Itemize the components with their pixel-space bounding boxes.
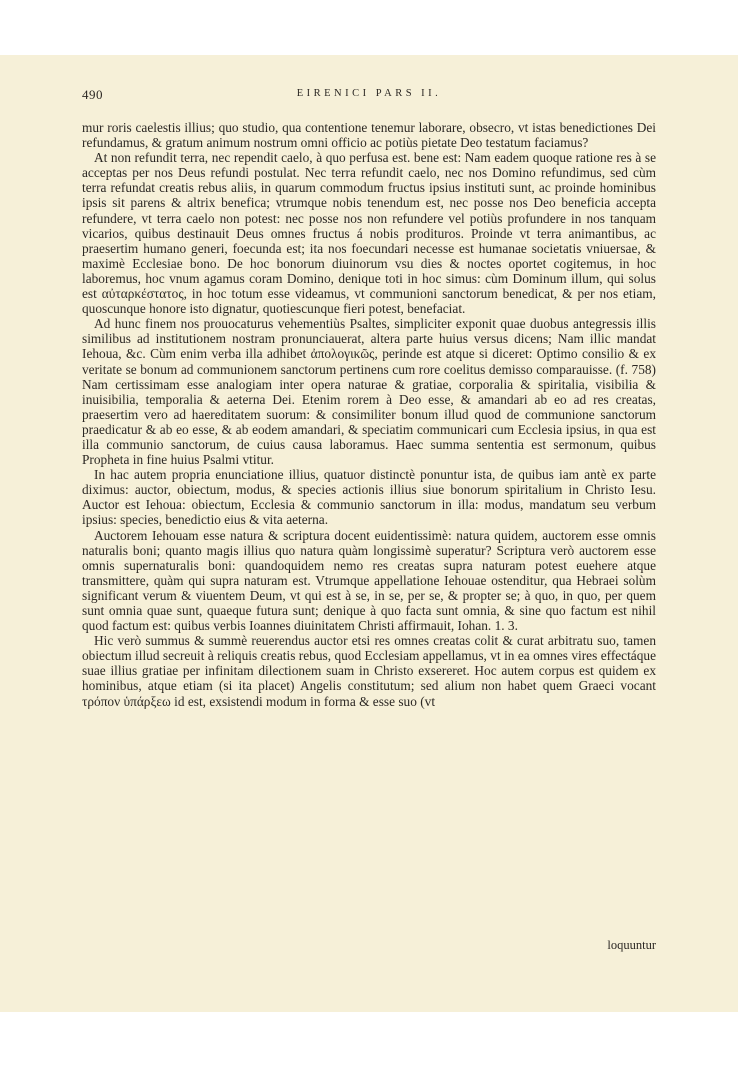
body-text: [82, 120, 656, 709]
book-page: [0, 55, 738, 1012]
paragraph: Ad hunc finem nos prouocaturus vehementiùs Psaltes, simpliciter exponit quae duobus antegressis illis similibus ad institutionem nostram pronunciauerat, altera parte huius versus dicens; Nam illic mandat Iehoua, &c. Cùm enim verba illa adhibet ἀπολογικῶς, perinde est atque si diceret: Optimo consilio & ex veritate se bonum ad communionem sanctorum pertinens cum rore coelitus demisso comparauisse. (f. 758) Nam certissimam esse analogiam inter opera naturae & gratiae, corporalia & spiritalia, visibilia & inuisibilia, temporalia & aeterna Dei. Etenim rorem à Deo esse, & amandari ab eo ad res creatas, praesertim vero ad haereditatem suorum: & consimiliter bonum illud quod de communione sanctorum praedicatur & ab eo esse, & ab eodem amandari, & speciatim communicari cum Ecclesia ipsius, in qua est illa communio sanctorum, de cuius causa laboramus. Haec summa sententia est sermonum, quibus Propheta in fine huius Psalmi vtitur.: [82, 316, 656, 468]
catchword: loquuntur: [607, 938, 656, 952]
page-number: 490: [82, 87, 103, 102]
paragraph: Auctorem Iehouam esse natura & scriptura docent euidentissimè: natura quidem, auctorem esse omnis naturalis boni; quanto magis illius quo natura quàm longissimè superatur? Scriptura verò auctorem esse omnis supernaturalis boni: quandoquidem nemo res creatas supra naturam potest euehere atque transmittere, quàm qui supra naturam est. Vtrumque appellatione Iehouae ostenditur, qua Hebraei solùm significant verum & viuentem Deum, vt qui est à se, in se, per se, & propter se; à quo, in quo, per quem sunt omnia quae sunt, quaeque futura sunt; denique à quo facta sunt omnia, & sine quo factum est nihil quod factum est: quibus verbis Ioannes diuinitatem Christi affirmauit, Iohan. 1. 3.: [82, 527, 656, 634]
running-head: EIRENICI PARS II.: [296, 88, 442, 99]
page-header: [82, 87, 656, 107]
paragraph: In hac autem propria enunciatione illius, quatuor distinctè ponuntur ista, de quibus iam antè ex parte diximus: auctor, obiectum, modus, & species actionis illius siue bonorum spiritalium in Christo Iesu. Auctor est Iehoua: obiectum, Ecclesia & communio sanctorum in illa: modus, mandatum seu verbum ipsius: species, benedictio eius & vita aeterna.: [82, 467, 656, 528]
paragraph: At non refundit terra, nec rependit caelo, à quo perfusa est. bene est: Nam eadem quoque ratione res à se acceptas per nos Deus refundi postulat. Nec terra refundit caelo, nec nos Domino refundimus, sed cùm terra refundat creatis rebus aliis, in quarum commodum fructus ipsius instituti sunt, ac proinde hominibus ipsis sit parens & altrix benefica; vtrumque nobis tenendum est, nec posse nos Deo beneficia accepta refundere, vt terra caelo non potest: nec posse nos non refundere vel potiùs profundere in nos tanquam vicarios, quibus destinauit Deus omnes fructus á nobis prodituros. Proinde vt terra animantibus, ac praesertim humano generi, foecunda est; ita nos foecundari necesse est humanae societatis vniuersae, & maximè Ecclesiae bono. De hoc bonorum diuinorum vsu dies & noctes oportet cogitemus, in hoc laboremus, hoc vnum agamus coram Domino, denique toti in hoc simus: cùm Dominum illum, qui solus est αὐταρκέστατος, in hoc totum esse videamus, vt communioni sanctorum benedicat, & per nos etiam, quoscunque honore isto dignatur, quotiescunque fieri potest, benefaciat.: [82, 150, 656, 317]
paragraph: mur roris caelestis illius; quo studio, qua contentione tenemur laborare, obsecro, vt istas benedictiones Dei refundamus, & gratum animum nostrum omni officio ac potiùs pietate Deo testatum faciamus?: [82, 120, 656, 151]
paragraph: Hic verò summus & summè reuerendus auctor etsi res omnes creatas colit & curat arbitratu suo, tamen obiectum illud secreuit à reliquis creatis rebus, quod Ecclesiam appellamus, vt in ea omnes vires effectáque suae illius gratiae per infinitam dilectionem suam in Christo exsereret. Hoc autem corpus est quidem ex hominibus, atque etiam (si ita placet) Angelis constitutum; sed alium non habet quem Graeci vocant τρόπον ὑπάρξεω id est, exsistendi modum in forma & esse suo (vt: [82, 633, 656, 709]
